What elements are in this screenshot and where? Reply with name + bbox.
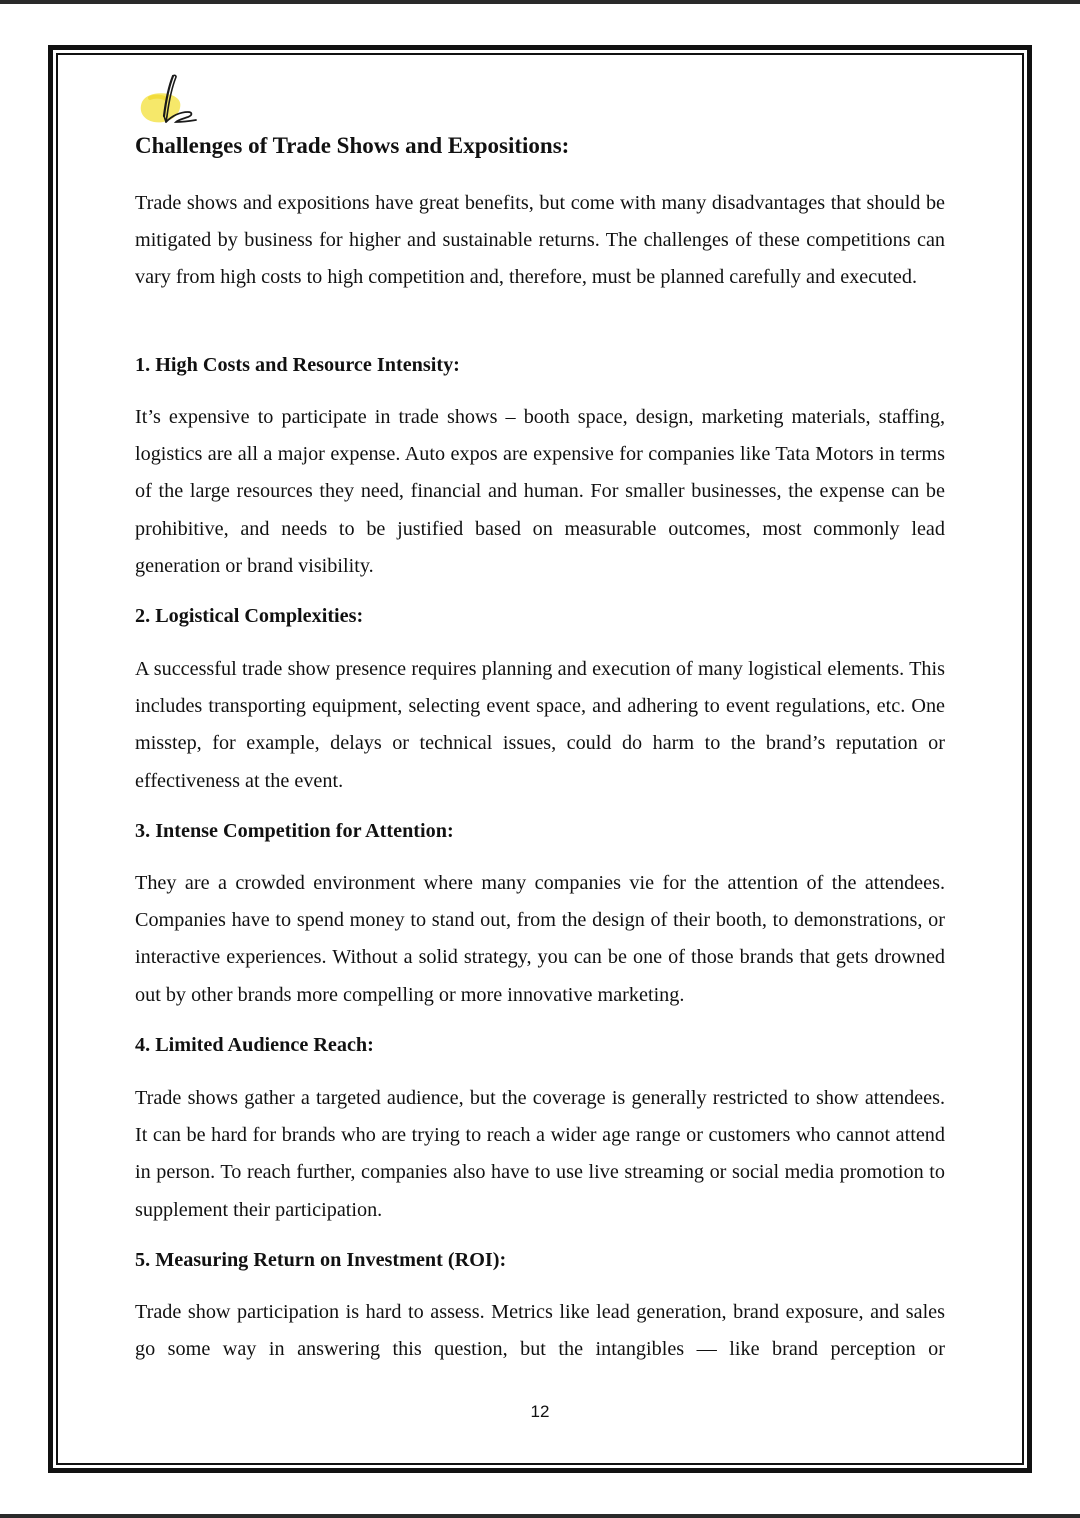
section-body-2: A successful trade show presence requires planning and execution of many logistical elements. This includes transporting equipment, selecting event space, and adhering to event regulations, etc. One misstep, for example, delays or technical issues, could do harm to the brand’s reputation or effectiveness at the event.	[135, 658, 945, 792]
intro-paragraph: Trade shows and expositions have great benefits, but come with many disadvantages that should be mitigated by business for higher and sustainable returns. The challenges of these competitions can vary from high costs to high competition and, therefore, must be planned carefully and executed.	[135, 192, 945, 289]
section-heading-1: 1. High Costs and Resource Intensity:	[135, 354, 460, 376]
section-body-4: Trade shows gather a targeted audience, but the coverage is generally restricted to show attendees. It can be hard for brands who are trying to reach a wider age range or customers who cannot attend in person. To reach further, companies also have to use live streaming or social media promotion to supplement their participation.	[135, 1087, 945, 1221]
section-body-3: They are a crowded environment where many companies vie for the attention of the attendees. Companies have to spend money to stand out, from the design of their booth, to demonstrations, or interactive experiences. Without a solid strategy, you can be one of those brands that gets drowned out by other brands more compelling or more innovative marketing.	[135, 872, 945, 1006]
pen-writing-icon	[136, 72, 200, 130]
page-number: 12	[530, 1402, 550, 1421]
page-title: Challenges of Trade Shows and Expositions:	[135, 133, 570, 158]
section-heading-3: 3. Intense Competition for Attention:	[135, 820, 454, 842]
section-body-1: It’s expensive to participate in trade shows – booth space, design, marketing materials, staffing, logistics are all a major expense. Auto expos are expensive for companies like Tata Motors in terms of the large resources they need, financial and human. For smaller businesses, the expense can be prohibitive, and needs to be justified based on measurable outcomes, most commonly lead generation or brand visibility.	[135, 406, 945, 577]
screen-bottom-edge	[0, 1514, 1080, 1518]
section-heading-5: 5. Measuring Return on Investment (ROI):	[135, 1249, 507, 1271]
section-heading-2: 2. Logistical Complexities:	[135, 605, 364, 627]
screen-top-edge	[0, 0, 1080, 4]
section-heading-4: 4. Limited Audience Reach:	[135, 1034, 374, 1056]
section-body-5: Trade show participation is hard to assess. Metrics like lead generation, brand exposure, and sales go some way in answering this question, but the intangibles — like brand perception or	[135, 1301, 945, 1361]
